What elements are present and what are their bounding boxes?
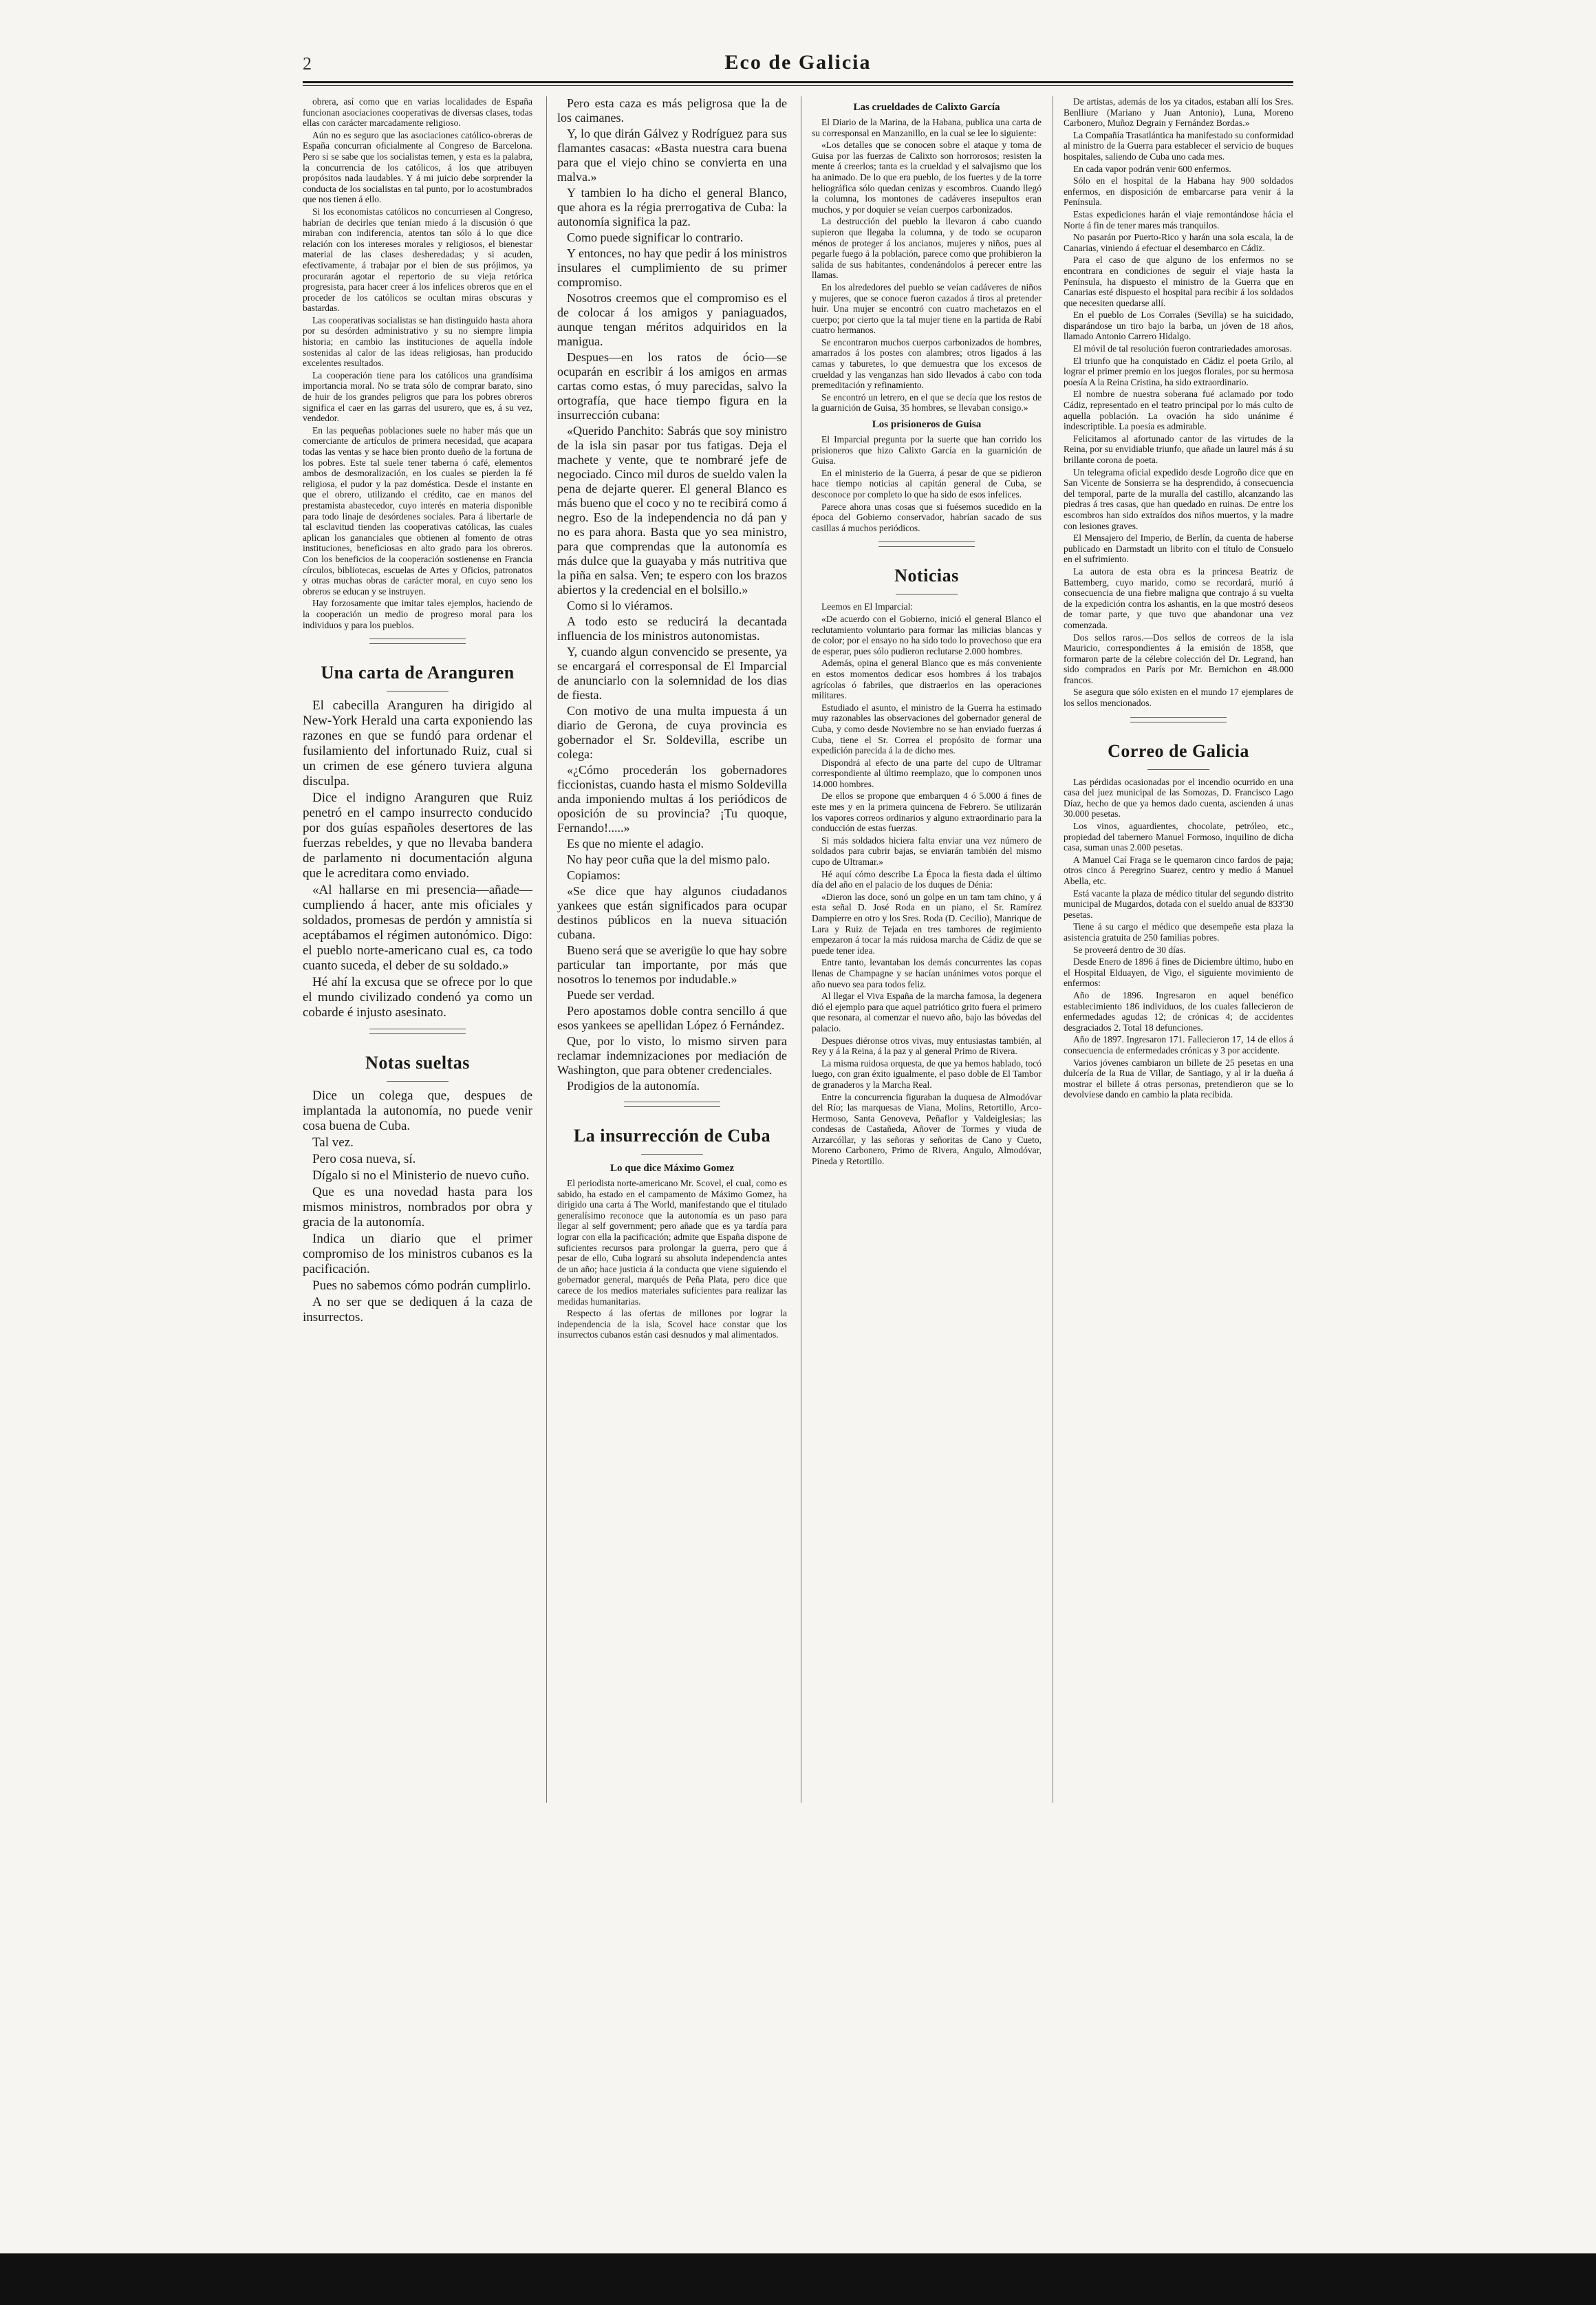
article-notas-continued (557, 96, 787, 1093)
article-paragraph: «Querido Panchito: Sabrás que soy ministro de la isla sin pasar por tus fatigas. Deja el machete y vente, que te nombraré jefe de negociado. Cinco mil duros de sueldo valen la pena de dejarte querer. El general Blanco es más bueno que el coco y no te recibirá como á negro. Eso de la independencia no dá pan y no es para ahora. Basta que yo sea ministro, para que comprendas que la autonomía es más dulce que la guayaba y más nutritiva que la piña en salsa. Ven; te espero con los brazos abiertos y la credencial en el bolsillo.» (557, 424, 787, 597)
article-paragraph: Los vinos, aguardientes, chocolate, petróleo, etc., propiedad del tabernero Manuel Formoso, inquilino de dicha casa, suman unas 2.000 pesetas. (1064, 821, 1293, 853)
article-paragraph: Despues—en los ratos de ócio—se ocuparán en escribir á los amigos en armas cartas como estas, ó muy parecidas, salvo la ortografía, que hace tiempo figura en la insurrección cubana: (557, 350, 787, 422)
headline-rule (641, 1154, 703, 1155)
column-3 (812, 96, 1042, 1803)
article-paragraph: Bueno será que se averigüe lo que hay sobre particular tan importante, por más que nosotros lo tenemos por indudable.» (557, 943, 787, 986)
newspaper-page (303, 41, 1293, 2264)
article-paragraph: En las pequeñas poblaciones suele no haber más que un comerciante de artículos de primera necesidad, que acapara todas las ventas y se hace bien pronto dueño de la fortuna de los pobres. Este tal suele tener taberna ó café, elementos ambos de desmoralización, en los cuales se pierden la fé religiosa, el pudor y la paz doméstica. Desde el instante en que el obrero, utilizando el crédito, cae en manos del prestamista abastecedor, cuyo interés en materia disponible para todo linaje de desórdenes sociales. Para á libertarle de tal esclavitud tienden las cooperativas católicas, las cuales aplican los gananciales que obtienen al fomento de otras instituciones, beneficiosas en alto grado para los obreros. Con los beneficios de la cooperación sostienense en Francia círculos, bibliotecas, escuelas de Artes y Oficios, patronatos y otras muchas obras de carácter moral, en cuyo seno los obreros se educan y se instruyen. (303, 425, 532, 597)
article-notas-sueltas (303, 1089, 532, 1325)
masthead-rule (303, 81, 1293, 83)
column-rule (546, 96, 547, 1803)
article-paragraph: En los alrededores del pueblo se veían cadáveres de niños y mujeres, que se conoce fueron cazados á tiros al pretender huir. Una mujer se encontró con cuatro machetazos en el cuerpo; por cierto que la tal mujer tiene en la partida de Rabí cuatro hermanos. (812, 281, 1042, 336)
article-paragraph: Desde Enero de 1896 á fines de Diciembre último, hubo en el Hospital Elduayen, de Vigo, el siguiente movimiento de enfermos: (1064, 956, 1293, 989)
article-paragraph: Leemos en El Imparcial: (821, 601, 914, 612)
article-paragraph: Entre tanto, levantaban los demás concurrentes las copas llenas de Champagne y se hacían unánimes votos porque el año nuevo sea para todos feliz. (812, 957, 1042, 989)
article-paragraph: Tiene á su cargo el médico que desempeñe esta plaza la asistencia gratuita de 250 familias pobres. (1064, 921, 1293, 943)
article-paragraph: Dice un colega que, despues de implantada la autonomía, no puede venir cosa buena de Cuba. (303, 1089, 532, 1134)
article-paragraph: De artistas, además de los ya citados, estaban allí los Sres. Benlliure (Mariano y Juan Antonio), Luna, Moreno Carbonero, Muñoz Degrain y Fernández Bordas.» (1064, 96, 1293, 129)
article-paragraph: En el pueblo de Los Corrales (Sevilla) se ha suicidado, disparándose un tiro bajo la barba, un jóven de 18 años, llamado Antonio Carrero Hidalgo. (1064, 310, 1293, 342)
section-divider (369, 1029, 466, 1034)
article-paragraph: Se encontraron muchos cuerpos carbonizados de hombres, amarrados á los postes con alambres; otros ligados á las camas y taburetes, lo que demuestra que los excesos de crueldad y las venganzas han sido llevados á cabo con toda premeditación y refinamiento. (812, 336, 1042, 391)
article-paragraph: Respecto á las ofertas de millones por lograr la independencia de la isla, Scovel hace constar que los insurrectos cubanos están casi desnudos y mal alimentados. (557, 1308, 787, 1340)
article-paragraph: El cabecilla Aranguren ha dirigido al New-York Herald una carta exponiendo las razones en que se fundó para ordenar el fusilamiento del infortunado Ruiz, cual si un crimen de ese género tuviera alguna disculpa. (303, 698, 532, 789)
article-paragraph: «¿Cómo procederán los gobernadores ficcionistas, cuando hasta el mismo Soldevilla anda imponiendo multas á los periódicos de oposición de su provincia? ¡Tu quoque, Fernando!.....» (557, 763, 787, 835)
article-paragraph: Y entonces, no hay que pedir á los ministros insulares el cumplimiento de su primer compromiso. (557, 246, 787, 289)
article-paragraph: «Dieron las doce, sonó un golpe en un tam tam chino, y á esta señal D. José Roda en un piano, el Sr. Ramírez Dampierre en otro y los Sres. Roda (D. Cecilio), Manrique de Lara y Ruiz de Tejada en tres tambores de regimiento empezaron á tocar la más ruidosa marcha de Cádiz de que se puede tener idea. (812, 891, 1042, 956)
article-paragraph: Como si lo viéramos. (567, 599, 673, 612)
article-paragraph: obrera, así como que en varias localidades de España funcionan asociaciones cooperativas de diversas clases, todas ellas con carácter marcadamente religioso. (303, 96, 532, 129)
article-paragraph: «De acuerdo con el Gobierno, inició el general Blanco el reclutamiento voluntario para formar las milicias blancas y de color; por el ensayo no ha sido todo lo provechoso que era de esperar, pues sólo pudieron reclutarse 2.000 hombres. (812, 613, 1042, 656)
article-paragraph: Se asegura que sólo existen en el mundo 17 ejemplares de los sellos mencionados. (1064, 687, 1293, 709)
article-paragraph: Además, opina el general Blanco que es más conveniente en estos momentos dedicar esos hombres á los trabajos agrícolas ó fabriles, que distraerlos en las operaciones militares. (812, 658, 1042, 701)
column-4 (1064, 96, 1293, 1803)
article-paragraph: Dos sellos raros.—Dos sellos de correos de la isla Mauricio, correspondientes á la emisión de 1858, que formaron parte de la célebre colección del Dr. Legrand, han sido comprados en París por Mr. Bernichon en 48.000 francos. (1064, 632, 1293, 685)
column-2 (557, 96, 787, 1803)
article-paragraph: Está vacante la plaza de médico titular del segundo distrito municipal de Mugardos, dotada con el sueldo anual de 833'30 pesetas. (1064, 888, 1293, 920)
article-paragraph: La autora de esta obra es la princesa Beatriz de Battemberg, cuyo marido, como se recordará, murió á consecuencia de una fiebre maligna que contrajo á su vuelta de la expedición contra los ashantis, en la que mostró deseos de tomar parte, y que tuvo que abandonar una vez comenzada. (1064, 566, 1293, 630)
article-paragraph: Se proveerá dentro de 30 días. (1073, 944, 1186, 955)
article-paragraph: El periodista norte-americano Mr. Scovel, el cual, como es sabido, ha estado en el campamento de Máximo Gomez, ha dirigido una carta á The World, manifestando que el titulado generalísimo reconoce que la autonomía es un paso para llegar al self government; pero añade que es ya tardía para lograr con ella la pacificación; admite que España dispone de suficientes recursos para prolongar la guerra, pero que á pesar de ello, Cuba logrará su absoluta independencia antes de un año; hace justicia á la conducta que viene siguiendo el gobernador general, marqués de Peña Plata, pero dice que carece de los medios materiales suficientes para realizar las medidas humanitarias. (557, 1178, 787, 1307)
headline-carta-aranguren: Una carta de Aranguren (321, 663, 515, 683)
subhead-crueldades-calixto: Las crueldades de Calixto García (853, 102, 1000, 113)
article-paragraph: A Manuel Caí Fraga se le quemaron cinco fardos de paja; otros cinco á Peregrino Suarez, centro y medio á Manuel Abella, etc. (1064, 854, 1293, 886)
subhead-prisioneros-guisa: Los prisioneros de Guisa (872, 419, 982, 431)
article-paragraph: La cooperación tiene para los católicos una grandísima importancia moral. No se trata sólo de comprar barato, sino de huir de los grandes peligros que para los pobres obreros significa el caer en las garras del usurero, que es, á su vez, vendedor. (303, 369, 532, 424)
article-paragraph: El Mensajero del Imperio, de Berlín, da cuenta de haberse publicado en Darmstadt un librito con el título de Consuelo en el sufrimiento. (1064, 533, 1293, 565)
article-paragraph: Hé aquí cómo describe La Época la fiesta dada el último día del año en el palacio de los duques de Dénia: (812, 868, 1042, 890)
article-paragraph: Pues no sabemos cómo podrán cumplirlo. (312, 1278, 531, 1294)
article-paragraph: Que es una novedad hasta para los mismos ministros, nombrados por obra y gracia de la autonomía. (303, 1185, 532, 1230)
article-paragraph: El nombre de nuestra soberana fué aclamado por todo Cádiz, representado en el teatro principal por lo más culto de aquella población. La ovación ha sido unánime é indescriptible. La poesía es admirable. (1064, 389, 1293, 432)
article-paragraph: Varios jóvenes cambiaron un billete de 25 pesetas en una dulcería de la Rua de Villar, de Santiago, y al ir la dueña á mostrar el billete á otras personas, pretendieron que se lo devolviese dando en cambio la plata recibida. (1064, 1057, 1293, 1100)
article-paragraph: Pero cosa nueva, sí. (312, 1152, 416, 1167)
article-cooperativas (303, 96, 532, 630)
article-paragraph: Para el caso de que alguno de los enfermos no se encontrara en condiciones de seguir el viaje hasta la Península, ha dispuesto el ministro de la Guerra que en Canarias esté dispuesto el hospital para recibir á los soldados que necesiten quedarse allí. (1064, 255, 1293, 308)
article-paragraph: Es que no miente el adagio. (567, 837, 704, 850)
headline-correo-galicia: Correo de Galicia (1108, 740, 1249, 761)
article-paragraph: Y, cuando algun convencido se presente, ya se encargará el corresponsal de El Imparcial de anunciarlo con la solemnidad de los dias de fiesta. (557, 645, 787, 702)
headline-insurreccion-cuba: La insurrección de Cuba (573, 1126, 771, 1146)
scan-bottom-edge (0, 2253, 1596, 2305)
article-paragraph: Hay forzosamente que imitar tales ejemplos, haciendo de la cooperación un medio de progreso moral para los individuos y para los pueblos. (303, 598, 532, 630)
article-paragraph: El móvil de tal resolución fueron contrariedades amorosas. (1073, 343, 1292, 354)
article-paragraph: En el ministerio de la Guerra, á pesar de que se pidieron hace tiempo noticias al capitán general de Cuba, se desconoce por completo lo que ha sido de esos infelices. (812, 467, 1042, 500)
article-paragraph: Estas expediciones harán el viaje remontándose hácia el Norte á fin de tener mares más tranquilos. (1064, 208, 1293, 231)
article-paragraph: A no ser que se dediquen á la caza de insurrectos. (303, 1295, 532, 1325)
article-paragraph: Dispondrá al efecto de una parte del cupo de Ultramar correspondiente al último reemplazo, que lo componen unos 14.000 hombres. (812, 757, 1042, 789)
article-paragraph: Indica un diario que el primer compromiso de los ministros cubanos es la pacificación. (303, 1232, 532, 1277)
masthead (303, 41, 1293, 89)
page-number: 2 (303, 54, 312, 74)
headline-rule (387, 1081, 449, 1082)
article-paragraph: Y, lo que dirán Gálvez y Rodríguez para sus flamantes casacas: «Basta nuestra cara buena para que el viejo chino se convierta en una malva.» (557, 127, 787, 184)
article-paragraph: Prodigios de la autonomía. (567, 1079, 700, 1093)
article-paragraph: A todo esto se reducirá la decantada influencia de los ministros autonomistas. (557, 614, 787, 643)
article-paragraph: El triunfo que ha conquistado en Cádiz el poeta Grilo, al lograr el primer premio en los juegos florales, por su hermosa poesía A la Reina Cristina, ha sido extraordinario. (1064, 355, 1293, 387)
article-paragraph: De ellos se propone que embarquen 4 ó 5.000 á fines de este mes y en la primera quincena de Febrero. Se utilizarán los vapores correos ordinarios y alguno extraordinario para la conducción de estas fuerzas. (812, 791, 1042, 834)
article-paragraph: Nosotros creemos que el compromiso es el de colocar á los amigos y paniaguados, aunque tengan méritos adquiridos en la manigua. (557, 291, 787, 348)
article-paragraph: Entre la concurrencia figuraban la duquesa de Almodóvar del Río; las marquesas de Viana, Molins, Retortillo, Arco-Hermoso, Santa Genoveva, Peñaflor y Valdeiglesias; las condesas de Castañeda, Añover de Tormes y viuda de Arzarcóllar, y las señoras y señoritas de Cano y Cueto, Moreno Carbonero, Primo de Rivera, Angulo, Almodóvar, Pineda y Retortillo. (812, 1091, 1042, 1167)
article-paragraph: Al llegar el Viva España de la marcha famosa, la degenera dió el ejemplo para que aquel patriótico grito fuera el primero que resonara, al comenzar el nuevo año, bajo las bóvedas del palacio. (812, 991, 1042, 1033)
newspaper-title: Eco de Galicia (724, 51, 872, 74)
masthead-rule-thin (303, 85, 1293, 86)
article-paragraph: «Los detalles que se conocen sobre el ataque y toma de Guisa por las fuerzas de Calixto son horrorosos; resisten la mente á creerlos; tanta es la crueldad y el salvajismo que los ha animado. De lo que era pueblo, de los fuertes y de la torre heliográfica sólo quedan cenizas y escombros. Cuando llegó la columna, los montones de cadáveres insepultos eran muchos, y por doquier se veían cuerpos carbonizados. (812, 140, 1042, 215)
article-paragraph: Despues diéronse otros vivas, muy entusiastas también, al Rey y á la Reina, á la paz y al general Primo de Rivera. (812, 1035, 1042, 1057)
section-divider (878, 542, 975, 547)
headline-rule (387, 691, 449, 692)
article-paragraph: Dice el indigno Aranguren que Ruiz penetró en el campo insurrecto conducido por dos guías españoles desertores de las fuerzas rebeldes, y que no llevaba bandera de parlamento ni documentación alguna que le acreditara como enviado. (303, 791, 532, 881)
article-paragraph: Aún no es seguro que las asociaciones católico-obreras de España concurran oficialmente al Congreso de Barcelona. Pero si se sabe que los socialistas temen, y esta es la palabra, la concurrencia de los católicos, á los que atribuyen propósitos nada laudables. Y á mi juicio debe sorprender la conducta de los socialistas en tal punto, por lo acostumbrados que nos tienen á ello. (303, 129, 532, 205)
article-paragraph: Un telegrama oficial expedido desde Logroño dice que en San Vicente de Sonsierra se ha desprendido, á consecuencia del temporal, parte de la muralla del castillo, alcanzando las piedras á tres casas, que han quedado en ruinas. De entre los escombros han sido extraídos dos niños muertos, y la madre con lesiones graves. (1064, 467, 1293, 531)
article-paragraph: Año de 1896. Ingresaron en aquel benéfico establecimiento 186 individuos, de los cuales fallecieron de enfermedades agudas 12; de crónicas 4; de accidentes desgraciados 2. Total 18 defunciones. (1064, 989, 1293, 1033)
article-paragraph: Parece ahora unas cosas que si fuésemos sucedido en la época del Gobierno conservador, habrían sacado de sus casillas á muchos periódicos. (812, 501, 1042, 533)
article-paragraph: Estudiado el asunto, el ministro de la Guerra ha estimado muy razonables las observaciones del gobernador general de Cuba, y como desde Noviembre no se han enviado fuerzas á Cuba, tiene el Sr. Correa el propósito de formar una expedición parecida á la de dicho mes. (812, 702, 1042, 756)
article-paragraph: «Se dice que hay algunos ciudadanos yankees que están significados para ocupar destinos públicos en la nueva situación cubana. (557, 884, 787, 941)
article-paragraph: Y tambien lo ha dicho el general Blanco, que ahora es la régia prerrogativa de Cuba: la autonomía significa la paz. (557, 186, 787, 228)
article-paragraph: No hay peor cuña que la del mismo palo. (567, 853, 770, 866)
article-paragraph: La destrucción del pueblo la llevaron á cabo cuando supieron que llegaba la columna, y de todo se ocuparon ménos de proteger á los ancianos, mujeres y niños, pues al pegarle fuego á la población, parece como que prohibieron la salida de sus habitantes, condenándolos á perecer entre las llamas. (812, 216, 1042, 281)
section-divider (369, 639, 466, 644)
article-paragraph: Se encontró un letrero, en el que se decía que los restos de la guarnición de Guisa, 35 hombres, se llevaban consigo.» (812, 392, 1042, 414)
article-paragraph: El Imparcial pregunta por la suerte que han corrido los prisioneros que hizo Calixto García en la guarnición de Guisa. (812, 434, 1042, 467)
article-paragraph: Las pérdidas ocasionadas por el incendio ocurrido en una casa del juez municipal de las Somozas, D. Francisco Lago Díaz, hecho de que ya hemos dado cuenta, ascienden á unas 30.000 pesetas. (1064, 776, 1293, 819)
article-paragraph: Hé ahí la excusa que se ofrece por lo que el mundo civilizado condenó ya como un cobarde é injusto asesinato. (303, 975, 532, 1020)
article-paragraph: Dígalo si no el Ministerio de nuevo cuño. (312, 1168, 530, 1183)
article-paragraph: «Al hallarse en mi presencia—añade—cumpliendo á hacer, ante mis oficiales y soldados, promesas de perdón y amnistía si aceptábamos el régimen autonómico. Digo: el pueblo norte-americano cual es, ca todo cuanto suceda, el deber de su soldado.» (303, 883, 532, 974)
article-paragraph: Con motivo de una multa impuesta á un diario de Gerona, de cuya provincia es gobernador el Sr. Soldevilla, escribe un colega: (557, 704, 787, 761)
section-divider (624, 1102, 720, 1107)
headline-rule (1147, 769, 1209, 770)
headline-notas-sueltas: Notas sueltas (365, 1053, 470, 1073)
article-paragraph: No pasarán por Puerto-Rico y harán una sola escala, la de Canarias, viniendo á efectuar el desembarco en Cádiz. (1064, 232, 1293, 253)
article-paragraph: El Diario de la Marina, de la Habana, publica una carta de su corresponsal en Manzanillo, en la cual se lee lo siguiente: (812, 117, 1042, 138)
article-paragraph: La misma ruidosa orquesta, de que ya hemos hablado, tocó luego, con gran éxito igualmente, el paso doble de El Tambor de granaderos y la Marcha Real. (812, 1058, 1042, 1090)
article-paragraph: Tal vez. (312, 1135, 354, 1150)
section-divider (1130, 717, 1227, 722)
article-paragraph: Copiamos: (567, 868, 621, 882)
article-paragraph: La Compañía Trasatlántica ha manifestado su conformidad al ministro de la Guerra para establecer el servicio de buques hospitales, saliendo de Cuba uno cada mes. (1064, 129, 1293, 162)
article-carta-aranguren (303, 698, 532, 1020)
article-paragraph: Pero apostamos doble contra sencillo á que esos yankees se apellidan López ó Fernández. (557, 1004, 787, 1032)
article-paragraph: En cada vapor podrán venir 600 enfermos. (1073, 163, 1231, 174)
article-paragraph: Año de 1897. Ingresaron 171. Fallecieron 17, 14 de ellos á consecuencia de enfermedades crónicas y 3 por accidente. (1064, 1034, 1293, 1055)
column-1 (303, 96, 532, 1803)
headline-noticias: Noticias (894, 566, 959, 586)
article-paragraph: Que, por lo visto, lo mismo sirven para reclamar indemnizaciones por mediación de Washington, que para obtener credenciales. (557, 1034, 787, 1077)
article-paragraph: Pero esta caza es más peligrosa que la de los caimanes. (557, 96, 787, 125)
article-paragraph: Si más soldados hiciera falta enviar una vez número de soldados para cubrir bajas, se enviarán también del mismo cupo de Ultramar.» (812, 835, 1042, 868)
columns (303, 96, 1293, 1803)
article-paragraph: Las cooperativas socialistas se han distinguido hasta ahora por su desórden administrativo y su no siempre limpia historia; en cambio las instituciones de aquella índole sostenidas al calor de las ideas religiosas, han producido excelentes resultados. (303, 314, 532, 369)
article-paragraph: Sólo en el hospital de la Habana hay 900 soldados enfermos, en disposición de embarcarse para venir á la Península. (1064, 175, 1293, 208)
article-paragraph: Puede ser verdad. (567, 988, 655, 1002)
article-paragraph: Felicitamos al afortunado cantor de las virtudes de la Reina, por su envidiable triunfo, que añade un laurel más á su brillante corona de poeta. (1064, 433, 1293, 465)
article-paragraph: Si los economistas católicos no concurriesen al Congreso, habrían de decirles que tenían miedo á la discusión ó que miraban con indiferencia, atentos tan sólo á lo que dice relación con los intereses morales y religiosos, el bienestar material de las clases desheredadas; y si acuden, efectivamente, á trabajar por el bien de sus prójimos, ya procurarán agotar el repertorio de su vieja retórica progresista, para hacer creer á los infelices obreros que en el proceder de los católicos se ocultan miras obscuras y bastardas. (303, 206, 532, 314)
subhead-maximo-gomez: Lo que dice Máximo Gomez (610, 1163, 734, 1174)
article-paragraph: Como puede significar lo contrario. (567, 231, 744, 244)
